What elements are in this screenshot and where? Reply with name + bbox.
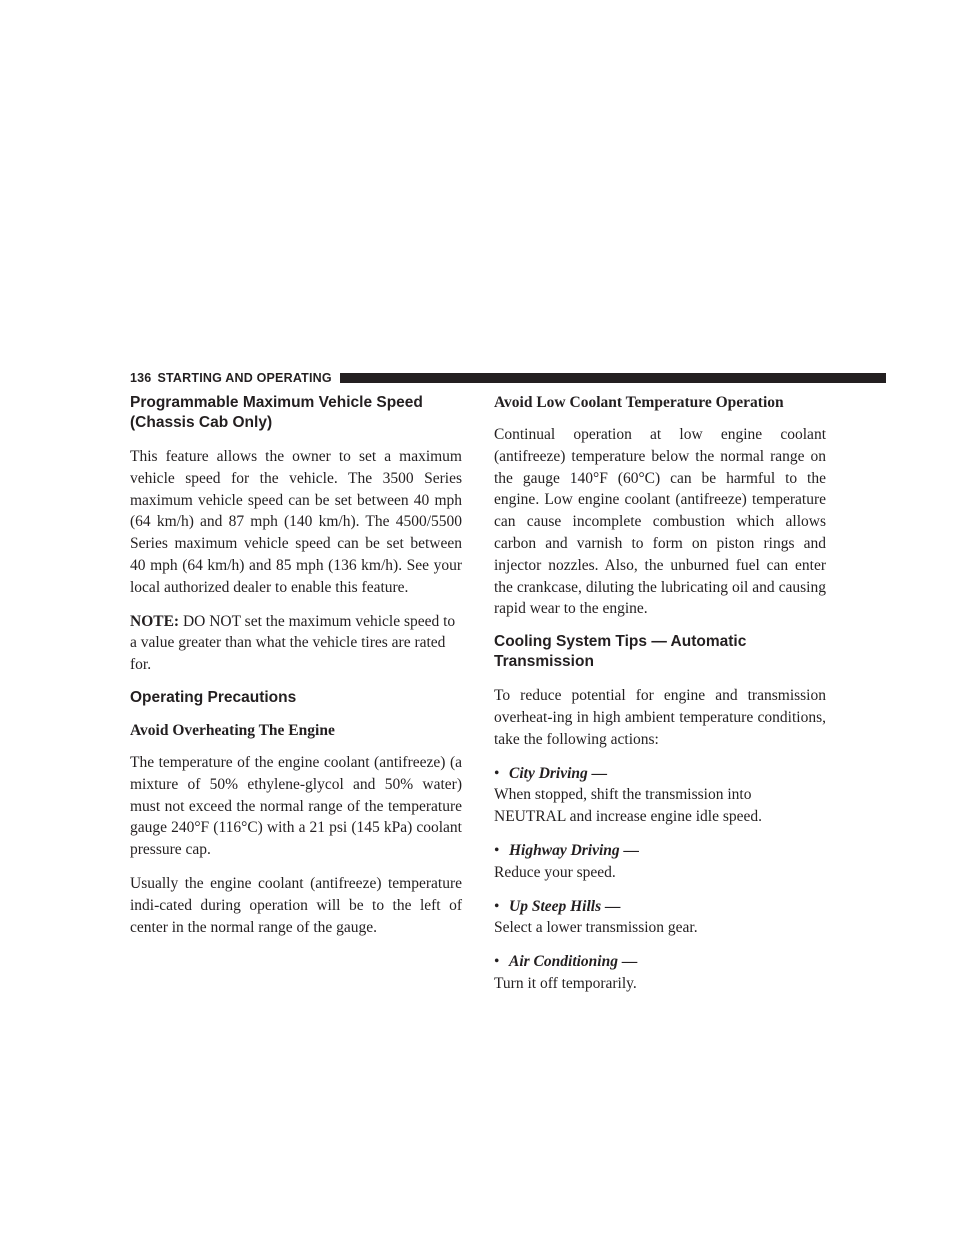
note-paragraph <box>130 611 462 676</box>
bullet-icon: • <box>494 953 500 971</box>
section-title: STARTING AND OPERATING <box>157 371 332 385</box>
list-item-title <box>494 951 826 973</box>
bullet-list <box>494 763 826 995</box>
bullet-title-city: City Driving — <box>509 764 608 782</box>
list-item-title <box>494 763 826 785</box>
page-header <box>130 370 886 386</box>
list-item-title <box>494 840 826 862</box>
bullet-icon: • <box>494 764 500 782</box>
page-number: 136 <box>130 371 152 385</box>
paragraph-low-coolant: Continual operation at low engine coolant (antifreeze) temperature below the normal range on the gauge 140°F (60°C) can be harmful to the engine. Low engine coolant (antifreeze) temperature can cause incomplete combustion which allows carbon and varnish to form on piston rings and injector nozzles. Also, the unburned fuel can enter the crankcase, diluting the lubricating oil and causing rapid wear to the engine. <box>494 426 826 618</box>
note-text: DO NOT set the maximum vehicle speed to a value greater than what the vehicle tires are rated for. <box>130 612 456 674</box>
list-item-body: Reduce your speed. <box>494 863 616 881</box>
heading-programmable-max-speed: Programmable Maximum Vehicle Speed (Chassis Cab Only) <box>130 394 423 431</box>
paragraph-coolant-temperature: The temperature of the engine coolant (antifreeze) (a mixture of 50% ethylene-glycol and 50% water) must not exceed the normal range of the temperature gauge 240°F (116°C) with a 21 psi (145 kPa) coolant pressure cap. <box>130 753 462 859</box>
bullet-title-highway: Highway Driving — <box>509 841 640 859</box>
list-item-body: Turn it off temporarily. <box>494 974 637 992</box>
paragraph-max-speed: This feature allows the owner to set a maximum vehicle speed for the vehicle. The 3500 Series maximum vehicle speed can be set between 40 mph (64 km/h) and 87 mph (140 km/h). The 4500/5500 Series maximum vehicle speed can be set between 40 mph (64 km/h) and 85 mph (136 km/h). See your local authorized dealer to enable this feature. <box>130 448 462 596</box>
heading-cooling-system-tips: Cooling System Tips — Automatic Transmission <box>494 633 747 671</box>
list-item-body: Select a lower transmission gear. <box>494 919 698 937</box>
list-item-body: When stopped, shift the transmission into NEUTRAL and increase engine idle speed. <box>494 786 762 826</box>
heading-operating-precautions: Operating Precautions <box>130 688 297 706</box>
right-column <box>494 393 826 1007</box>
list-item-title <box>494 896 826 918</box>
left-column <box>130 393 462 950</box>
bullet-icon: • <box>494 841 500 859</box>
note-label: NOTE: <box>130 612 180 630</box>
bullet-icon: • <box>494 897 500 915</box>
heading-avoid-overheating: Avoid Overheating The Engine <box>130 721 335 739</box>
header-rule <box>340 373 886 383</box>
heading-avoid-low-coolant: Avoid Low Coolant Temperature Operation <box>494 394 784 411</box>
paragraph-reduce-overheating: To reduce potential for engine and transmission overheat-ing in high ambient temperature conditions, take the following actions: <box>494 687 826 748</box>
bullet-title-hills: Up Steep Hills — <box>509 897 621 915</box>
paragraph-gauge-position: Usually the engine coolant (antifreeze) temperature indi-cated during operation will be to the left of center in the normal range of the gauge. <box>130 874 462 936</box>
bullet-title-ac: Air Conditioning — <box>509 953 638 971</box>
